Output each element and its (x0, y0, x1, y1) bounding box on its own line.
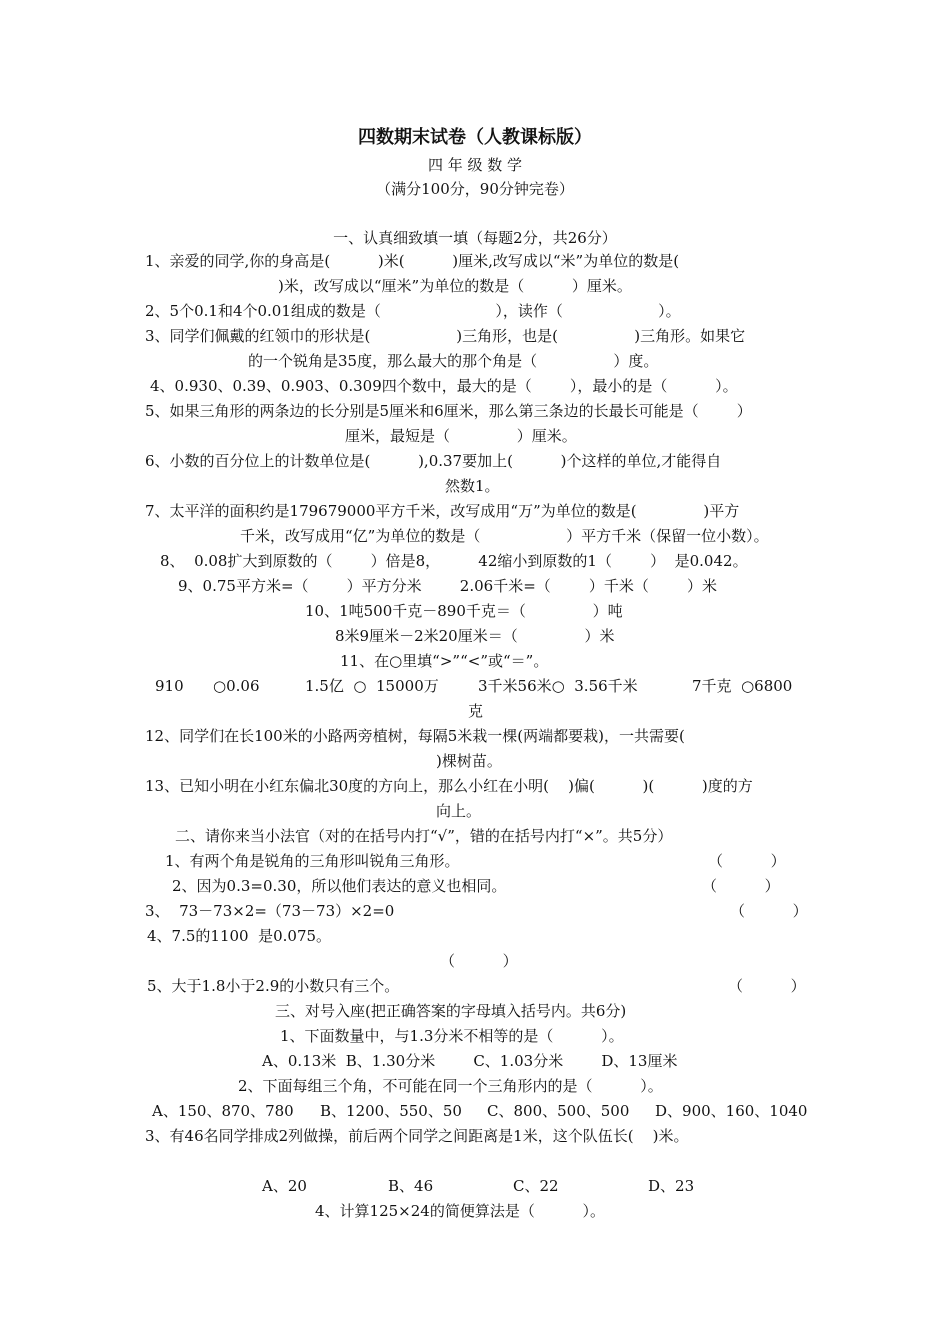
compare-item: 1.5亿 ○ 15000万 (305, 677, 439, 695)
q10-line2: 8米9厘米－2米20厘米＝（ ）米 (335, 627, 615, 645)
judge-item-3: 3、 73－73×2=（73－73）×2=0 (145, 902, 395, 920)
q12-line1: 12、同学们在长100米的小路两旁植树，每隔5米栽一棵(两端都要栽)，一共需要( (145, 727, 685, 745)
q5-line2: 厘米，最短是（ ）厘米。 (345, 427, 577, 445)
judge-item-2: 2、因为0.3=0.30，所以他们表达的意义也相同。 (172, 877, 507, 895)
choice-q2-option-b: B、1200、550、50 (320, 1102, 462, 1120)
score-note: （满分100分，90分钟完卷） (376, 180, 574, 198)
choice-q2-option-d: D、900、160、1040 (655, 1102, 808, 1120)
q10-line1: 10、1吨500千克－890千克＝（ ）吨 (305, 602, 623, 620)
choice-q1-options: A、0.13米 B、1.30分米 C、1.03分米 D、13厘米 (262, 1052, 678, 1070)
judge-bracket-2: （ ） (702, 877, 780, 895)
judge-item-4: 4、7.5的1100 是0.075。 (147, 927, 332, 945)
q3-line2: 的一个锐角是35度，那么最大的那个角是（ ）度。 (248, 352, 659, 370)
compare-item: ○0.06 (213, 677, 260, 695)
q13-line2: 向上。 (436, 802, 482, 820)
section1-heading: 一、认真细致填一填（每题2分，共26分） (333, 229, 617, 247)
compare-item: 3千米56米○ 3.56千米 (478, 677, 638, 695)
choice-q3-option-d: D、23 (648, 1177, 695, 1195)
q2-line: 2、5个0.1和4个0.01组成的数是（ ），读作（ ）。 (145, 302, 681, 320)
q7-line1: 7、太平洋的面积约是179679000平方千米，改写成用“万”为单位的数是( )平方 (145, 502, 740, 520)
grade-subject: 四 年 级 数 学 (427, 156, 523, 174)
q8-line: 8、 0.08扩大到原数的（ ）倍是8， 42缩小到原数的1（ ） 是0.042。 (160, 552, 748, 570)
judge-bracket-1: （ ） (708, 852, 786, 870)
page-title: 四数期末试卷（人教课标版） (358, 127, 592, 148)
section2-heading: 二、请你来当小法官（对的在括号内打“√”，错的在括号内打“×”。共5分） (175, 827, 673, 845)
judge-item-5: 5、大于1.8小于2.9的小数只有三个。 (147, 977, 400, 995)
judge-item-1: 1、有两个角是锐角的三角形叫锐角三角形。 (165, 852, 460, 870)
q6-line1: 6、小数的百分位上的计数单位是( ),0.37要加上( )个这样的单位,才能得自 (145, 452, 722, 470)
choice-q1: 1、下面数量中，与1.3分米不相等的是（ ）。 (280, 1027, 624, 1045)
q12-line2: )棵树苗。 (436, 752, 502, 770)
q4-line: 4、0.930、0.39、0.903、0.309四个数中，最大的是（ ），最小的是（ ）。 (150, 377, 738, 395)
choice-q3-option-c: C、22 (513, 1177, 559, 1195)
judge-bracket-5: （ ） (728, 977, 806, 995)
compare-wrap: 克 (468, 702, 484, 720)
choice-q2-option-c: C、800、500、500 (487, 1102, 630, 1120)
compare-item: 7千克 ○6800 (692, 677, 793, 695)
choice-q3: 3、有46名同学排成2列做操，前后两个同学之间距离是1米，这个队伍长( )米。 (145, 1127, 689, 1145)
q11-line: 11、在○里填“>”“<”或“＝”。 (340, 652, 549, 670)
q5-line1: 5、如果三角形的两条边的长分别是5厘米和6厘米，那么第三条边的长最长可能是（ ） (145, 402, 752, 420)
q9-line: 9、0.75平方米=（ ）平方分米 2.06千米=（ ）千米（ ）米 (178, 577, 718, 595)
choice-q2: 2、下面每组三个角，不可能在同一个三角形内的是（ ）。 (238, 1077, 663, 1095)
choice-q2-option-a: A、150、870、780 (152, 1102, 294, 1120)
q3-line1: 3、同学们佩戴的红领巾的形状是( )三角形，也是( )三角形。如果它 (145, 327, 746, 345)
compare-item: 910 (155, 677, 184, 695)
q6-line2: 然数1。 (445, 477, 500, 495)
choice-q3-option-a: A、20 (262, 1177, 307, 1195)
q1-line1: 1、亲爱的同学,你的身高是( )米( )厘米,改写成以“米”为单位的数是( (145, 252, 680, 270)
choice-q3-option-b: B、46 (388, 1177, 434, 1195)
judge-bracket-3: （ ） (730, 902, 808, 920)
q13-line1: 13、已知小明在小红东偏北30度的方向上，那么小红在小明( )偏( )( )度的方 (145, 777, 753, 795)
q1-line2: )米，改写成以“厘米”为单位的数是（ ）厘米。 (278, 277, 632, 295)
judge-bracket-4: （ ） (440, 952, 518, 970)
choice-q4: 4、计算125×24的简便算法是（ ）。 (315, 1202, 606, 1220)
q7-line2: 千米，改写成用“亿”为单位的数是（ ）平方千米（保留一位小数）。 (240, 527, 769, 545)
section3-heading: 三、对号入座(把正确答案的字母填入括号内。共6分) (275, 1002, 627, 1020)
